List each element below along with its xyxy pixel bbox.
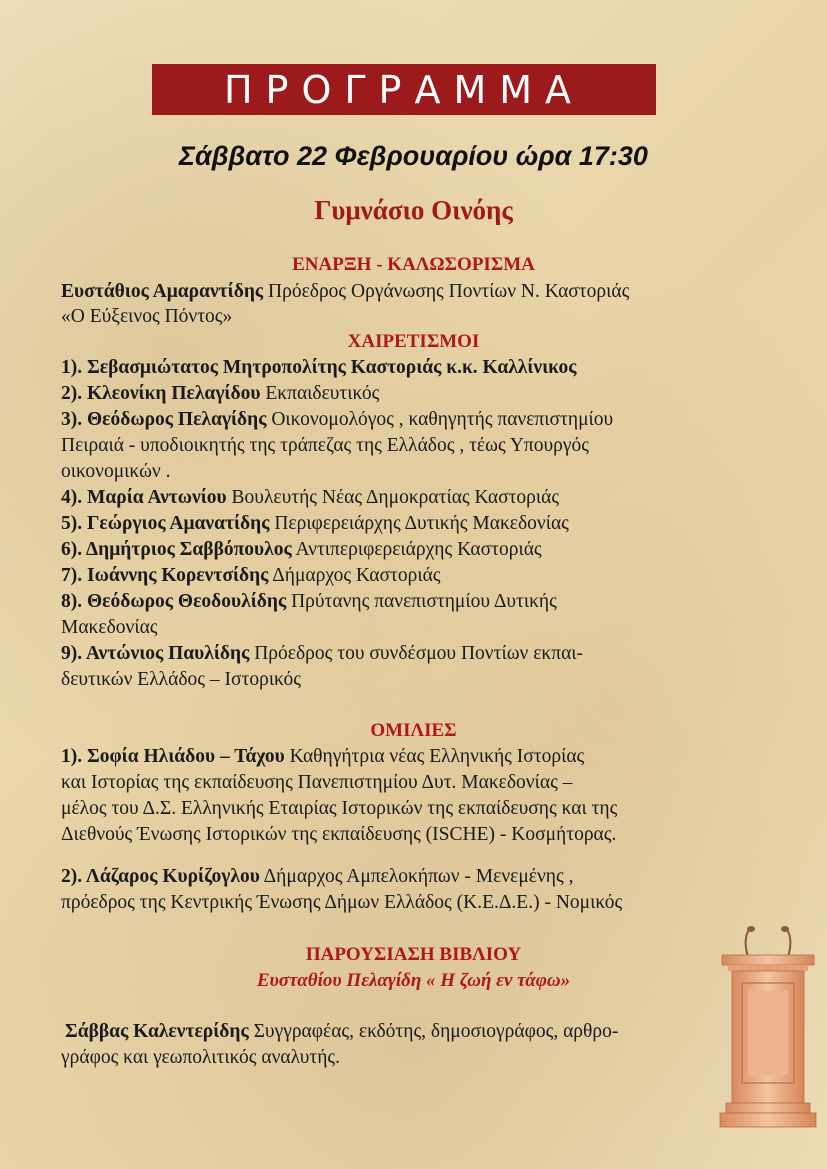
event-date: Σάββατο 22 Φεβρουαρίου ώρα 17:30 [179,141,648,171]
greeting-6 [61,539,761,561]
greeting-3-role: Οικονομολόγος , καθηγητής πανεπιστημίου [266,409,614,430]
greeting-8-role: Πρύτανης πανεπιστημίου Δυτικής [286,591,557,612]
greeting-5-role: Περιφερειάρχης Δυτικής Μακεδονίας [269,513,569,534]
greeting-6-role: Αντιπεριφερειάρχης Καστοριάς [291,539,542,560]
greeting-4 [61,487,761,509]
greeting-4-role: Βουλευτής Νέας Δημοκρατίας Καστοριάς [226,487,560,508]
greeting-6-name: 6). Δημήτριος Σαββόπουλος [61,539,292,560]
greeting-1 [61,357,761,379]
book-heading: ΠΑΡΟΥΣΙΑΣΗ ΒΙΒΛΙΟΥ [305,944,522,965]
greeting-3 [61,409,761,431]
greeting-2 [61,383,761,405]
speech-2-cont: πρόεδρος της Κεντρικής Ένωσης Δήμων Ελλάδος (Κ.Ε.Δ.Ε.) - Νομικός [61,892,623,913]
speech-1-cont2: μέλος του Δ.Σ. Ελληνικής Εταιρίας Ιστορικών της εκπαίδευσης και της [61,798,618,819]
podium-icon [718,925,818,1130]
book-presenter-role: Συγγραφέας, εκδότης, δημοσιογράφος, αρθρο- [248,1021,619,1042]
book-title: Ευσταθίου Πελαγίδη « Η ζωή εν τάφω» [256,970,571,991]
speech-2-name: 2). Λάζαρος Κυρίζογλου [61,866,260,887]
speech-1-cont: και Ιστορίας της εκπαίδευσης Πανεπιστημίου Δυτ. Μακεδονίας – [61,772,573,793]
opening-name: Ευστάθιος Αμαραντίδης [61,281,264,302]
greeting-4-name: 4). Μαρία Αντωνίου [61,487,227,508]
event-venue: Γυμνάσιο Οινόης [314,195,513,225]
greeting-8-cont: Μακεδονίας [61,617,158,638]
greeting-3-cont2: οικονομικών . [61,461,171,482]
greeting-5-name: 5). Γεώργιος Αμανατίδης [61,513,270,534]
book-presenter-cont: γράφος και γεωπολιτικός αναλυτής. [61,1047,340,1068]
opening-heading: ΕΝΑΡΞΗ - ΚΑΛΩΣΟΡΙΣΜΑ [292,254,535,275]
book-presenter-name: Σάββας Καλεντερίδης [65,1021,249,1042]
greeting-2-role: Εκπαιδευτικός [260,383,380,404]
greeting-7-role: Δήμαρχος Καστοριάς [268,565,441,586]
speech-2 [61,866,761,888]
greeting-7 [61,565,761,587]
greeting-7-name: 7). Ιωάννης Κορεντσίδης [61,565,269,586]
speech-2-role: Δήμαρχος Αμπελοκήπων - Μενεμένης , [259,866,574,887]
greeting-9-name: 9). Αντώνιος Παυλίδης [61,643,250,664]
greeting-9 [61,643,761,665]
greeting-3-name: 3). Θεόδωρος Πελαγίδης [61,409,267,430]
book-presenter [65,1021,765,1043]
speech-1-cont3: Διεθνούς Ένωσης Ιστορικών της εκπαίδευσης (ISCHE) - Κοσμήτορας. [61,824,617,845]
program-title: ΠΡΟΓΡΑΜΜΑ [223,67,585,112]
speech-1-role: Καθηγήτρια νέας Ελληνικής Ιστορίας [284,746,585,767]
program-title-banner [152,64,656,115]
greeting-9-cont: δευτικών Ελλάδος – Ιστορικός [61,669,301,690]
greeting-8-name: 8). Θεόδωρος Θεοδουλίδης [61,591,287,612]
opening-line [61,281,761,303]
greeting-3-cont: Πειραιά - υποδιοικητής της τράπεζας της Ελλάδος , τέως Υπουργός [61,435,589,456]
speech-1 [61,746,761,768]
greeting-8 [61,591,761,613]
opening-role: Πρόεδρος Οργάνωσης Ποντίων Ν. Καστοριάς [263,281,630,302]
opening-org: «Ο Εύξεινος Πόντος» [61,306,233,327]
greeting-9-role: Πρόεδρος του συνδέσμου Ποντίων εκπαι- [249,643,584,664]
speech-1-name: 1). Σοφία Ηλιάδου – Τάχου [61,746,285,767]
greetings-heading: ΧΑΙΡΕΤΙΣΜΟΙ [347,331,480,352]
greeting-5 [61,513,761,535]
greeting-1-name: 1). Σεβασμιώτατος Μητροπολίτης Καστοριάς κ.κ. Καλλίνικος [61,357,577,378]
speeches-heading: ΟΜΙΛΙΕΣ [370,720,457,741]
greeting-2-name: 2). Κλεονίκη Πελαγίδου [61,383,261,404]
